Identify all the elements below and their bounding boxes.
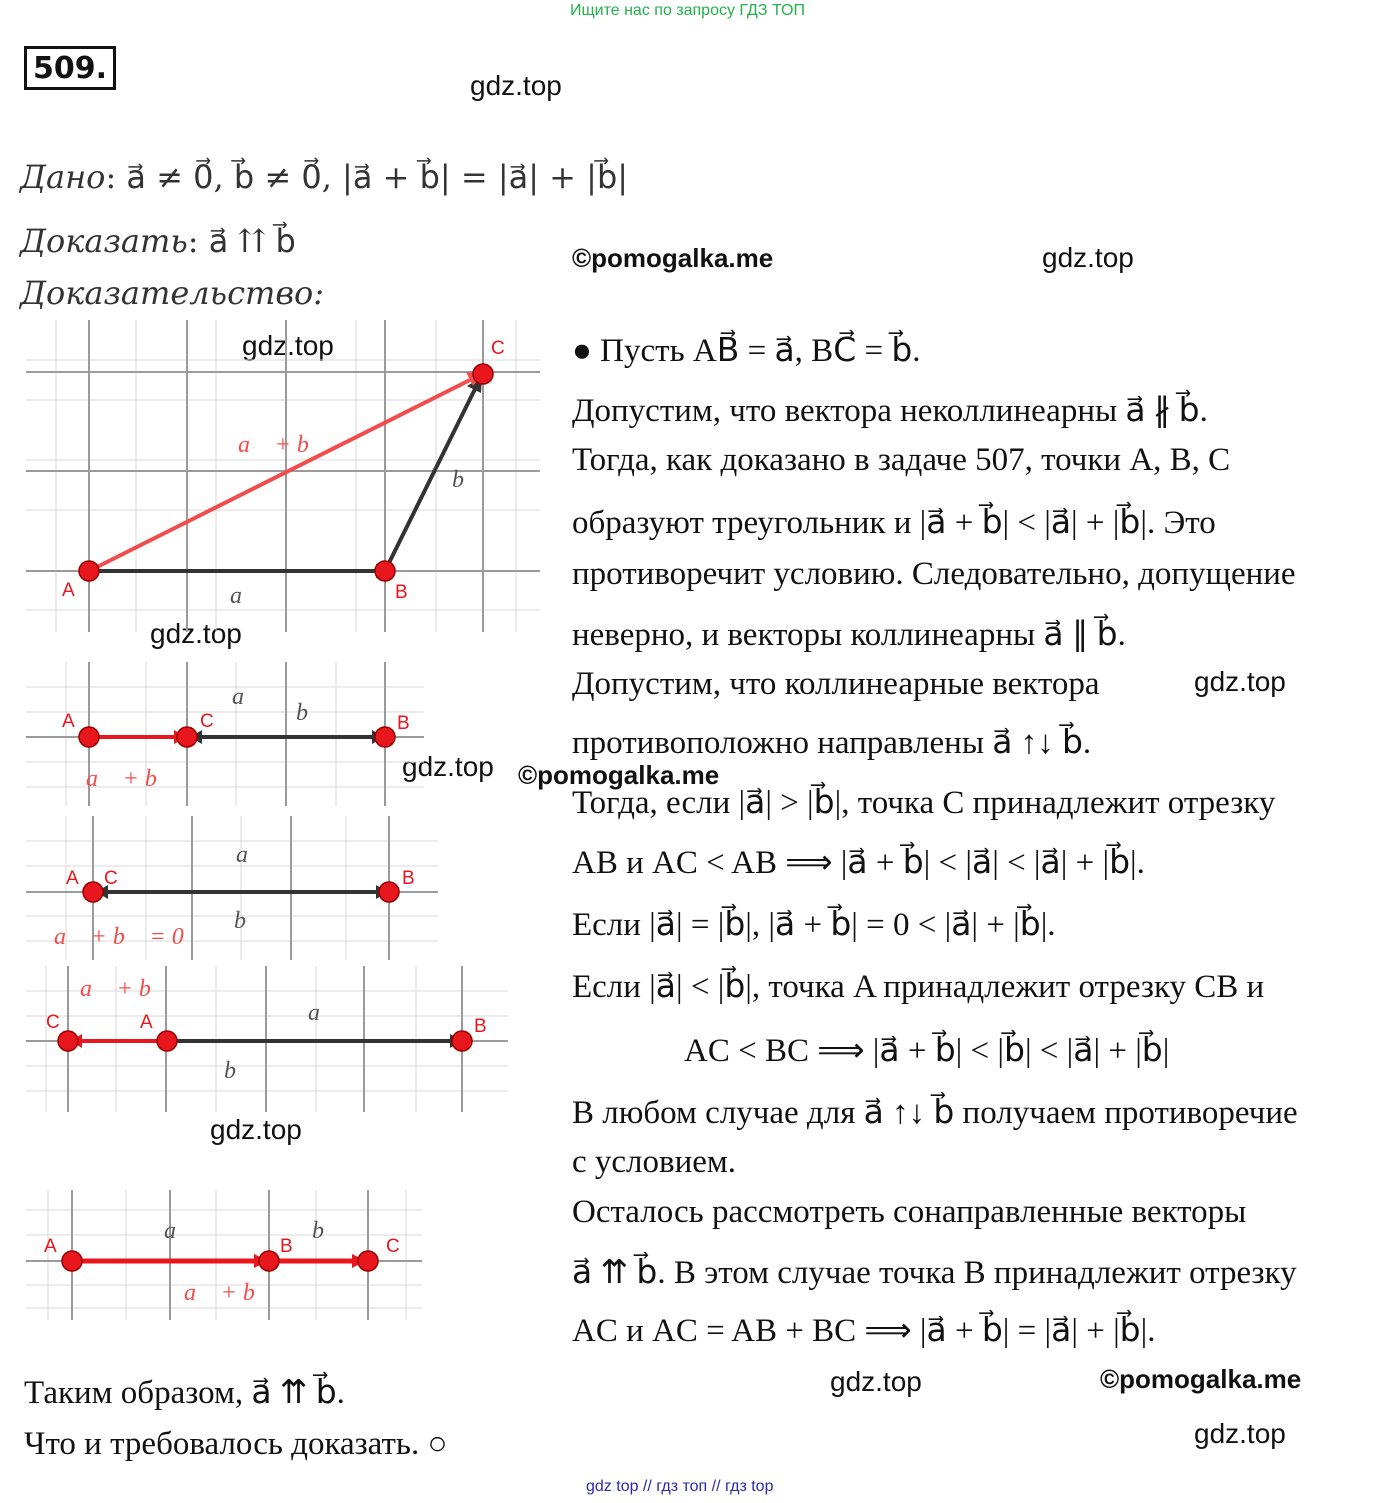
- top-banner: Ищите нас по запросу ГДЗ ТОП: [570, 2, 805, 19]
- point-b: [452, 1031, 472, 1051]
- watermark-gdz: gdz.top: [242, 330, 334, 361]
- point-a: [157, 1031, 177, 1051]
- label-a: A: [62, 711, 75, 732]
- given-line: [20, 158, 628, 196]
- label-b: B: [395, 582, 408, 603]
- proof-line: Тогда, если |a⃗| > |b⃗|, точка C принадлежит отрезку: [572, 785, 1276, 821]
- watermark-pomogalka: ©pomogalka.me: [572, 243, 774, 273]
- label-a: A: [66, 868, 79, 889]
- watermark-gdz: gdz.top: [1042, 242, 1134, 273]
- watermark-pomogalka: ©pomogalka.me: [518, 760, 720, 790]
- problem-number: 509.: [24, 46, 116, 90]
- point-c: [58, 1031, 78, 1051]
- point-a: [79, 561, 99, 581]
- label-b: B: [474, 1016, 487, 1037]
- label-vec-b: b⃗: [452, 467, 483, 493]
- label-sum: a⃗ + b⃗: [184, 1280, 274, 1306]
- label-vec-a: a⃗: [308, 1000, 339, 1026]
- label-c: C: [46, 1012, 60, 1033]
- label-vec-a: a⃗: [164, 1218, 195, 1244]
- point-b: [375, 727, 395, 747]
- label-a: A: [44, 1236, 57, 1257]
- label-sum: a⃗ + b⃗: [80, 976, 170, 1002]
- proof-line: Допустим, что коллинеарные вектора: [572, 666, 1100, 702]
- watermark-gdz: gdz.top: [830, 1366, 922, 1397]
- label-a: A: [140, 1012, 153, 1033]
- given-label: Дано: [20, 158, 106, 196]
- point-b: [375, 561, 395, 581]
- watermark-gdz: gdz.top: [150, 618, 242, 649]
- point-c: [358, 1251, 378, 1271]
- label-b: B: [280, 1236, 293, 1257]
- prove-label: Доказать: [20, 222, 188, 260]
- figure-triangle: [26, 320, 540, 632]
- vector-sum: [89, 380, 470, 571]
- proof-line: противоположно направлены a⃗ ↑↓ b⃗.: [572, 725, 1092, 761]
- label-sum: a⃗ + b⃗: [238, 432, 328, 458]
- figure-codirectional: [26, 1190, 422, 1320]
- conclusion-line: Что и требовалось доказать. ○: [24, 1426, 448, 1462]
- point-b: [379, 882, 399, 902]
- proof-line: Допустим, что вектора неколлинеарны a⃗ ∦ b⃗.: [572, 393, 1208, 429]
- given-text: : a⃗ ≠ 0⃗, b⃗ ≠ 0⃗, |a⃗ + b⃗| = |a⃗| + |b⃗|: [105, 158, 629, 196]
- label-c: C: [200, 711, 214, 732]
- proof-line: AB и AC < AB ⟹ |a⃗ + b⃗| < |a⃗| < |a⃗| + |b⃗|.: [572, 845, 1145, 881]
- label-sum: a⃗ + b⃗: [86, 766, 176, 792]
- point-a: [62, 1251, 82, 1271]
- watermark-gdz: gdz.top: [1194, 1418, 1286, 1449]
- proof-line: неверно, и векторы коллинеарны a⃗ ∥ b⃗.: [572, 617, 1126, 653]
- label-b: B: [397, 713, 410, 734]
- figure-opposite-equal: [26, 816, 438, 960]
- proof-line: Осталось рассмотреть сонаправленные векторы: [572, 1194, 1247, 1230]
- watermark-gdz: gdz.top: [470, 70, 562, 101]
- proof-line: a⃗ ⇈ b⃗. В этом случае точка B принадлежит отрезку: [572, 1255, 1297, 1291]
- label-vec-b: b⃗: [224, 1058, 255, 1084]
- label-a: A: [62, 580, 75, 601]
- proof-line: противоречит условию. Следовательно, допущение: [572, 556, 1296, 592]
- proof-line: с условием.: [572, 1144, 737, 1180]
- label-c: C: [386, 1236, 400, 1257]
- figure-opposite-2: [26, 966, 508, 1112]
- proof-line: Если |a⃗| < |b⃗|, точка A принадлежит отрезку CB и: [572, 969, 1265, 1005]
- label-c: C: [491, 338, 505, 359]
- label-vec-b: b⃗: [312, 1218, 343, 1244]
- watermark-gdz: gdz.top: [402, 751, 494, 782]
- footer-links[interactable]: gdz top // гдз топ // гдз top: [586, 1478, 774, 1495]
- label-vec-a: a⃗: [230, 583, 261, 609]
- point-a: [79, 727, 99, 747]
- proof-line: Если |a⃗| = |b⃗|, |a⃗ + b⃗| = 0 < |a⃗| + |b⃗|.: [572, 907, 1056, 943]
- label-vec-a: a⃗: [236, 842, 267, 868]
- proof-line: AC < BC ⟹ |a⃗ + b⃗| < |b⃗| < |a⃗| + |b⃗|: [684, 1033, 1170, 1069]
- conclusion-line: Таким образом, a⃗ ⇈ b⃗.: [24, 1375, 345, 1411]
- point-a: [83, 882, 103, 902]
- watermark-gdz: gdz.top: [1194, 666, 1286, 697]
- point-c: [473, 364, 493, 384]
- point-c: [177, 727, 197, 747]
- proof-label: Доказательство:: [20, 274, 325, 312]
- label-c: C: [104, 868, 118, 889]
- point-b: [259, 1251, 279, 1271]
- label-vec-a: a⃗: [232, 684, 263, 710]
- proof-line: В любом случае для a⃗ ↑↓ b⃗ получаем противоречие: [572, 1095, 1298, 1131]
- proof-line: Тогда, как доказано в задаче 507, точки A, B, C: [572, 442, 1231, 478]
- label-vec-b: b⃗: [234, 908, 265, 934]
- proof-line: ● Пусть AB⃗ = a⃗, BC⃗ = b⃗.: [572, 333, 921, 369]
- prove-line: [20, 222, 296, 260]
- label-vec-b: b⃗: [296, 700, 327, 726]
- label-b: B: [402, 868, 415, 889]
- proof-line: AC и AC = AB + BC ⟹ |a⃗ + b⃗| = |a⃗| + |b⃗|.: [572, 1313, 1156, 1349]
- watermark-gdz: gdz.top: [210, 1114, 302, 1145]
- figure-opposite-1: [26, 662, 424, 806]
- watermark-pomogalka: ©pomogalka.me: [1100, 1364, 1302, 1394]
- prove-text: : a⃗ ⇈ b⃗: [187, 222, 296, 260]
- proof-line: образуют треугольник и |a⃗ + b⃗| < |a⃗| + |b⃗|. Это: [572, 505, 1216, 541]
- label-sum-zero: a⃗ + b⃗ = 0⃗: [54, 924, 203, 950]
